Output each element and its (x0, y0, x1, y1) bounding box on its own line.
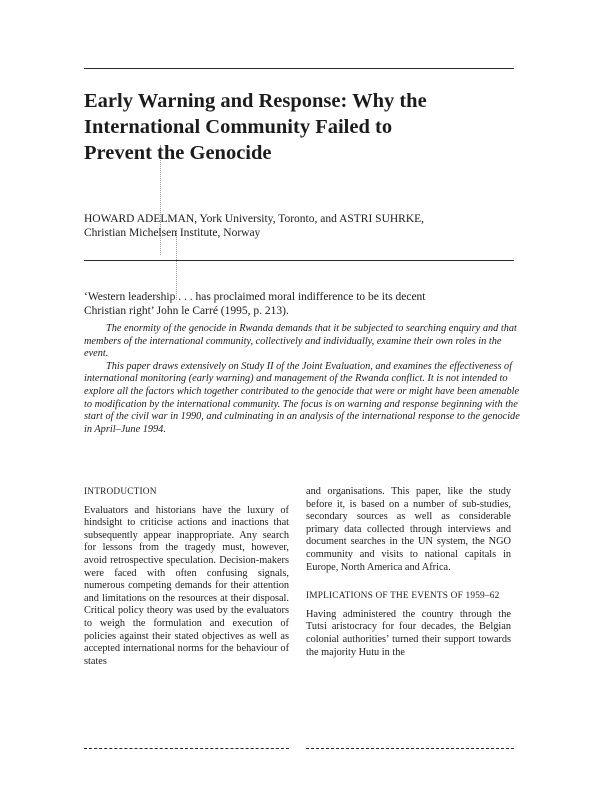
section-heading-introduction: INTRODUCTION (84, 487, 157, 497)
abstract-paragraph: This paper draws extensively on Study II of the Joint Evaluation, and examines the effectiveness of international monitoring (early warning) and management of the Rwanda conflict. It is not intended to explore all the factors which together contributed to the genocide that were or might have been amenable to modification by the international community. The focus is on warning and response beginning with the start of the civil war in 1990, and culminating in an analysis of the international response to the genocide in April–June 1994. (84, 360, 520, 435)
authors-affiliations (84, 212, 524, 240)
section-heading-implications: IMPLICATIONS OF THE EVENTS OF 1959–62 (306, 591, 500, 602)
epigraph-line: Christian right’ John le Carré (1995, p. 213). (84, 305, 289, 317)
implications-text: Having administered the country through the Tutsi aristocracy for four decades, the Belgian colonial authorities’ turned their support towards the majority Hutu in the (306, 608, 511, 658)
title-line: Prevent the Genocide (84, 142, 272, 164)
right-column (306, 486, 511, 659)
abstract (84, 323, 524, 436)
authors-rule (84, 260, 514, 261)
authors-line: Christian Michelsen Institute, Norway (84, 227, 261, 239)
title-line: Early Warning and Response: Why the (84, 90, 427, 112)
continuation-text: and organisations. This paper, like the study before it, is based on a number of sub-studies, secondary sources as well as considerable primary data collected through interviews and document searches in the UN system, the NGO community and visits to national capitals in Europe, North America and Africa. (306, 486, 511, 573)
top-rule (84, 68, 514, 69)
epigraph-line: ‘Western leadership . . . has proclaimed moral indifference to be its decent (84, 291, 426, 303)
introduction-text: Evaluators and historians have the luxury of hindsight to criticise actions and inactions that subsequently appear inappropriate. Any search for lessons from the tragedy must, however, avoid retrospective speculation. Decision-makers were faced with often confusing signals, numerous competing demands for their attention and limitations on the resources at their disposal. Critical policy theory was used by the evaluators to weigh the formulation and execution of policies against their stated objectives as well as accepted international norms for the behaviour of states (84, 504, 289, 667)
left-column (84, 486, 289, 668)
epigraph-quote (84, 290, 524, 318)
article-title (84, 88, 524, 166)
abstract-paragraph: The enormity of the genocide in Rwanda demands that it be subjected to searching enquiry and that members of the international community, collectively and individually, examine their own roles in the event. (84, 323, 517, 360)
bottom-rule (306, 748, 514, 749)
title-line: International Community Failed to (84, 116, 393, 138)
authors-line: HOWARD ADELMAN, York University, Toronto, and ASTRI SUHRKE, (84, 213, 425, 225)
bottom-rule (84, 748, 289, 749)
